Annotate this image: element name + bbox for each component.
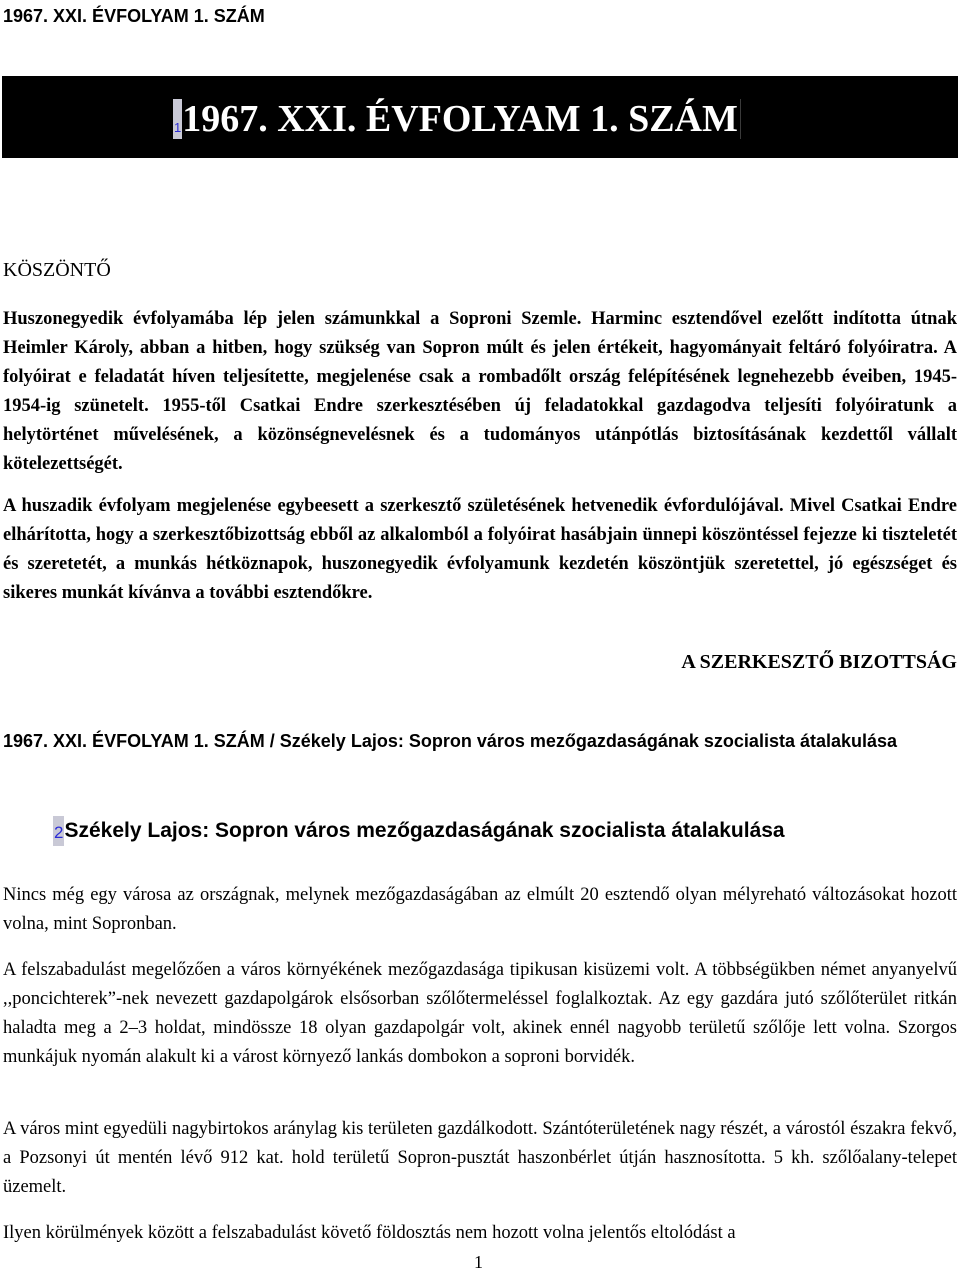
article-running-head: 1967. XXI. ÉVFOLYAM 1. SZÁM / Székely Lajos: Sopron város mezőgazdaságának szocialista átalakulása [3, 731, 898, 751]
article-title: Székely Lajos: Sopron város mezőgazdaságának szocialista átalakulása [64, 819, 785, 842]
article-paragraph-3: A város mint egyedüli nagybirtokos aránylag kis területen gazdálkodott. Szántóterületének nagy részét, a várostól északra fekvő, a Pozsonyi út mentén lévő 912 kat. hold területű Sopron-pusztát haszonbérlet útján hasznosította. 5 kh. szőlőalany-telepet üzemelt. [3, 1119, 957, 1197]
banner-title: 1967. XXI. ÉVFOLYAM 1. SZÁM [182, 99, 741, 139]
volume-banner [2, 76, 958, 158]
banner-title-wrap [173, 99, 741, 139]
article-title-row [53, 816, 785, 846]
article-paragraph-4: Ilyen körülmények között a felszabadulást követő földosztás nem hozott volna jelentős eltolódást a [3, 1223, 736, 1243]
page-anchor-number[interactable]: 1 [173, 99, 182, 139]
greeting-heading: KÖSZÖNTŐ [3, 259, 111, 281]
running-head: 1967. XXI. ÉVFOLYAM 1. SZÁM [3, 6, 265, 26]
greeting-paragraph-2: A huszadik évfolyam megjelenése egybeesett a szerkesztő születésének hetvenedik évfordulójával. Mivel Csatkai Endre elhárította, hogy a szerkesztőbizottság ebből az alkalomból a folyóirat hasábjain ünnepi köszöntéssel fejezze ki tiszteletét és szeretetét, a munkás hétköznapok, huszonegyedik évfolyamunk kezdetén köszöntjük szeretettel, jó egészséget és sikeres munkát kívánva a további esztendőkre. [3, 496, 957, 603]
page-number: 1 [474, 1252, 483, 1272]
article-paragraph-1: Nincs még egy városa az országnak, melynek mezőgazdaságában az elmúlt 20 esztendő olyan mélyreható változásokat hozott volna, mint Sopronban. [3, 885, 957, 934]
editorial-board-signature: A SZERKESZTŐ BIZOTTSÁG [681, 651, 957, 673]
article-anchor-number[interactable]: 2 [53, 816, 64, 846]
greeting-paragraph-1: Huszonegyedik évfolyamába lép jelen számunkkal a Soproni Szemle. Harminc esztendővel ezelőtt indította útnak Heimler Károly, abban a hitben, hogy szükség van Sopron múlt és jelen értékeit, hagyományait feltáró folyóiratra. A folyóirat e feladatát híven teljesítette, megjelenése csak a rombadőlt ország felépítésének legnehezebb éveiben, 1945-1954-ig szünetelt. 1955-től Csatkai Endre szerkesztésében új feladatokkal gazdagodva teljesíti folyóiratunk a helytörténet művelésének, a közönségnevelésnek és a tudományos utánpótlás biztosításának kezdettől vállalt kötelezettségét. [3, 309, 957, 474]
article-paragraph-2: A felszabadulást megelőzően a város környékének mezőgazdasága tipikusan kisüzemi volt. A többségükben német anyanyelvű ,,poncichterek”-nek nevezett gazdapolgárok elsősorban szőlőtermeléssel foglalkoztak. Az egy gazdára jutó szőlőterület ritkán haladta meg a 2–3 holdat, mindössze 18 olyan gazdapolgár volt, akinek ennél nagyobb területű szőlője lett volna. Szorgos munkájuk nyomán alakult ki a várost környező lankás dombokon a soproni borvidék. [3, 960, 957, 1067]
